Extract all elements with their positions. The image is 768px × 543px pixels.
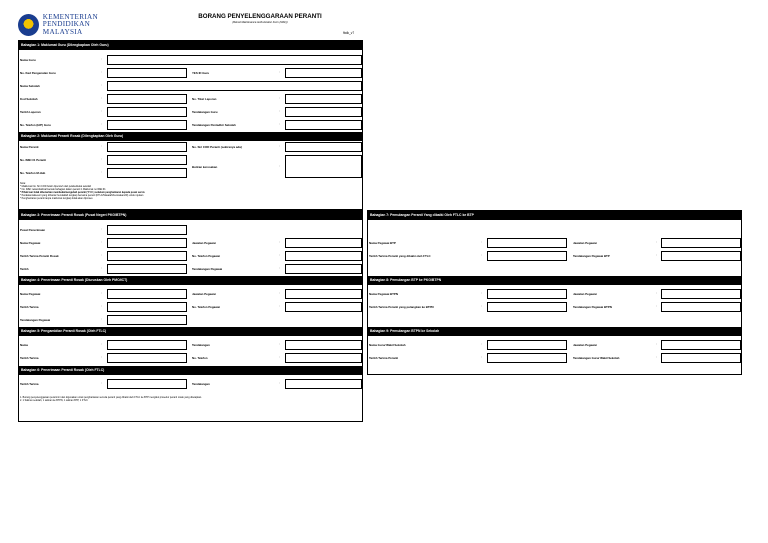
section-8-header: Bahagian 8: Pemulangan BTP ke PKG/BTPN	[368, 276, 742, 285]
tandatangan-field[interactable]	[285, 340, 362, 350]
section-5-header: Bahagian 5: Pengambilan Peranti Rosak (Oleh FTLC)	[19, 327, 363, 336]
label-nama-pegawai-btpn: Nama Pegawai BTPN	[369, 292, 398, 296]
label-tarikh-terima: Tarikh Terima	[20, 382, 39, 386]
label-tandatangan: Tandatangan	[192, 382, 210, 386]
kpm-logo	[18, 12, 98, 38]
jawatan-field[interactable]	[285, 289, 362, 299]
logo-line-3: MALAYSIA	[42, 27, 83, 36]
colon: :	[279, 342, 280, 346]
colon: :	[279, 304, 280, 308]
label-jawatan: Jawatan Pegawai	[573, 292, 597, 296]
nama-guru-field[interactable]	[487, 340, 567, 350]
no-kad-field[interactable]	[107, 68, 187, 78]
section-2-header: Bahagian 2: Maklumat Peranti Rosak (Dilengkapkan Oleh Guru)	[19, 132, 363, 141]
tandatangan-field[interactable]	[107, 315, 187, 325]
colon: :	[101, 96, 102, 100]
no-telefon-mhub-field[interactable]	[107, 168, 187, 178]
jawatan-field[interactable]	[661, 289, 741, 299]
label-tarikh-terima: Tarikh Terima	[20, 356, 39, 360]
nama-field[interactable]	[107, 340, 187, 350]
label-tandatangan: Tandatangan Guru/ Wakil Sekolah	[573, 356, 620, 360]
colon: :	[101, 317, 102, 321]
colon: :	[656, 342, 657, 346]
form-title: BORANG PENYELENGGARAAN PERANTI	[198, 13, 322, 20]
colon: :	[279, 70, 280, 74]
butiran-field[interactable]	[285, 155, 362, 178]
label-nama-guru: Nama Guru	[20, 58, 36, 62]
label-no-telefon-guru: No. Telefon (H/P) Guru	[20, 123, 51, 127]
colon: :	[481, 355, 482, 359]
colon: :	[101, 342, 102, 346]
tarikh-terima-field[interactable]	[107, 379, 187, 389]
colon: :	[481, 291, 482, 295]
note-line: Nota:	[20, 182, 26, 185]
label-tarikh-laporan: Tarikh Laporan	[20, 110, 41, 114]
nama-sekolah-field[interactable]	[107, 81, 362, 91]
footnote-line: 2. 1 Salinan sekolah, 1 salinan ke BTPN, 1 salinan BTP, 1 FTLC	[20, 398, 88, 402]
colon: :	[101, 291, 102, 295]
logo-text	[43, 14, 98, 36]
label-pusat: Pusat Penerimaan	[20, 228, 46, 232]
tarikh-terima-field[interactable]	[107, 302, 187, 312]
kod-sekolah-field[interactable]	[107, 94, 187, 104]
colon: :	[481, 342, 482, 346]
nama-guru-field[interactable]	[107, 55, 362, 65]
left-panel-top	[18, 40, 363, 210]
label-tandatangan: Tandatangan Pegawai BTP	[573, 254, 610, 258]
nama-peranti-field[interactable]	[107, 142, 187, 152]
label-nama-peranti: Nama Peranti	[20, 145, 39, 149]
label-no-kad: No. Kad Pengenalan Guru	[20, 71, 56, 75]
colon: :	[101, 227, 102, 231]
no-siri-field[interactable]	[285, 142, 362, 152]
colon: :	[656, 291, 657, 295]
section-9-header: Bahagian 9: Pemulangan BTPN ke Sekolah	[368, 327, 742, 336]
label-jawatan: Jawatan Pegawai	[573, 241, 597, 245]
crest-icon	[18, 14, 39, 36]
label-nama: Nama	[20, 343, 28, 347]
left-panel-bottom	[18, 210, 363, 422]
footnotes	[20, 397, 202, 403]
pusat-field[interactable]	[107, 225, 187, 235]
label-tarikh: Tarikh	[20, 267, 29, 271]
label-kod-sekolah: Kod Sekolah	[20, 97, 38, 101]
section-6-header: Bahagian 6: Penerimaan Peranti Rosak (Oleh FTLC)	[19, 366, 363, 375]
nama-pegawai-btpn-field[interactable]	[487, 289, 567, 299]
colon: :	[101, 70, 102, 74]
label-no-telefon-mhub: No. Telefon M-Hub	[20, 171, 46, 175]
label-tarikh-terima: Tarikh Terima Peranti yang pulangkan ke BTPN	[369, 305, 434, 309]
colon: :	[101, 355, 102, 359]
tarikh-field[interactable]	[107, 264, 187, 274]
label-jawatan: Jawatan Pegawai	[192, 292, 216, 296]
colon: :	[656, 304, 657, 308]
colon: :	[481, 253, 482, 257]
no-telefon-field[interactable]	[285, 251, 362, 261]
tarikh-terima-field[interactable]	[487, 251, 567, 261]
label-yes-id: YES ID Guru	[192, 71, 210, 75]
no-telefon-field[interactable]	[285, 302, 362, 312]
tandatangan-field[interactable]	[285, 264, 362, 274]
colon: :	[279, 144, 280, 148]
tandatangan-guru-field[interactable]	[285, 107, 362, 117]
colon: :	[101, 266, 102, 270]
section-3-header: Bahagian 3: Penerimaan Peranti Rosak (Pusat Negeri PKG/BTPN)	[19, 211, 363, 220]
label-no-telefon: No. Telefon	[192, 356, 208, 360]
label-nama-pegawai: Nama Pegawai	[20, 292, 41, 296]
colon: :	[481, 240, 482, 244]
no-telefon-field[interactable]	[285, 353, 362, 363]
label-nama-pegawai: Nama Pegawai	[20, 241, 41, 245]
label-jawatan: Jawatan Pegawai	[573, 343, 597, 347]
no-telefon-guru-field[interactable]	[107, 120, 187, 130]
label-tandatangan: Tandatangan Pegawai	[192, 267, 223, 271]
label-no-telefon: No. Telefon Pegawai	[192, 305, 220, 309]
label-tandatangan: Tandatangan	[192, 343, 210, 347]
colon: :	[101, 83, 102, 87]
colon: :	[101, 170, 102, 174]
colon: :	[279, 381, 280, 385]
tandatangan-pentadbir-field[interactable]	[285, 120, 362, 130]
yes-id-field[interactable]	[285, 68, 362, 78]
colon: :	[101, 240, 102, 244]
colon: :	[101, 381, 102, 385]
colon: :	[101, 157, 102, 161]
tarikh-terima-field[interactable]	[487, 353, 567, 363]
jawatan-field[interactable]	[661, 340, 741, 350]
tandatangan-field[interactable]	[285, 379, 362, 389]
colon: :	[656, 355, 657, 359]
right-panel	[367, 210, 742, 375]
logo-line-2: PENDIDIKAN	[42, 20, 91, 29]
note-line-bold: * Pihak luar tidak dibenarkan membuka/mengubah peranti (T.Y.C.) sebelum penghantaran kepada pusat servis	[20, 190, 145, 194]
note-line: * Penghantaran peranti tanpa maklumat lengkap tidak akan diproses	[20, 196, 93, 200]
label-no-imei: No. IMEI #1 Peranti	[20, 158, 47, 162]
doc-id: fbdk_v7	[343, 31, 355, 35]
note-line: * Peralatan/aksesori yang dihantar hendaklah lengkap bersama peranti (FTLC/Masalah/Kerosakan/ID) untuk rujukan	[20, 193, 144, 197]
colon: :	[656, 253, 657, 257]
colon: :	[279, 291, 280, 295]
colon: :	[279, 109, 280, 113]
colon: :	[101, 57, 102, 61]
tarikh-terima-field[interactable]	[107, 251, 187, 261]
note-line: * Maklumat No. Siri COD boleh diperoleh dari pelabel/lekat sekolah	[20, 184, 92, 188]
tandatangan-field[interactable]	[661, 302, 741, 312]
nama-pegawai-btp-field[interactable]	[487, 238, 567, 248]
no-tiket-field[interactable]	[285, 94, 362, 104]
colon: :	[101, 144, 102, 148]
colon: :	[481, 304, 482, 308]
tarikh-terima-field[interactable]	[107, 353, 187, 363]
colon: :	[101, 109, 102, 113]
label-tandatangan: Tandatangan Pegawai BTPN	[573, 305, 612, 309]
label-tarikh-terima: Tarikh Terima Peranti Rosak	[20, 254, 59, 258]
colon: :	[279, 122, 280, 126]
nama-pegawai-field[interactable]	[107, 238, 187, 248]
tandatangan-field[interactable]	[661, 251, 741, 261]
label-nama-sekolah: Nama Sekolah	[20, 84, 40, 88]
tarikh-terima-field[interactable]	[487, 302, 567, 312]
colon: :	[279, 266, 280, 270]
label-no-telefon: No. Telefon Pegawai	[192, 254, 220, 258]
label-tandatangan-guru: Tandatangan Guru	[192, 110, 218, 114]
note-line: * No. IMEI: tekan/dail/cari/semak bahagian dalam peranti 1 Maklumat no IMEI #1	[20, 187, 106, 191]
notes	[20, 183, 145, 200]
colon: :	[279, 253, 280, 257]
label-tarikh-terima: Tarikh Terima Peranti	[369, 356, 399, 360]
colon: :	[656, 240, 657, 244]
label-no-siri: No. Siri COD Peranti (sekiranya ada)	[192, 145, 242, 149]
jawatan-field[interactable]	[285, 238, 362, 248]
jawatan-field[interactable]	[661, 238, 741, 248]
colon: :	[101, 304, 102, 308]
section-4-header: Bahagian 4: Penerimaan Peranti Rosak (Diuruskan Oleh PMO/ICT)	[19, 276, 363, 285]
section-1-header: Bahagian 1: Maklumat Guru (Dilengkapkan Oleh Guru)	[19, 41, 363, 50]
footnote-line: 1. Borang penyelenggaraan peranti ini dan digunakan untuk penghantaran semula peranti yang dibaiki oleh FTLC ke BTP mengikut prosedur peranti rosak yang ditetapkan.	[20, 396, 202, 399]
colon: :	[279, 355, 280, 359]
tandatangan-field[interactable]	[661, 353, 741, 363]
label-tandatangan: Tandatangan Pegawai	[20, 318, 51, 322]
label-tarikh-terima: Tarikh Terima Peranti yang dibaiki oleh FTLC	[369, 254, 431, 258]
no-imei-field[interactable]	[107, 155, 187, 165]
label-jawatan: Jawatan Pegawai	[192, 241, 216, 245]
colon: :	[101, 253, 102, 257]
nama-pegawai-field[interactable]	[107, 289, 187, 299]
label-butiran: Butiran kerosakan	[192, 165, 218, 169]
colon: :	[279, 240, 280, 244]
colon: :	[279, 96, 280, 100]
label-nama-pegawai-btp: Nama Pegawai BTP	[369, 241, 396, 245]
label-no-tiket: No. Tiket Laporan	[192, 97, 217, 101]
label-tarikh-terima: Tarikh Terima	[20, 305, 39, 309]
form-subtitle: (Rekod Maintenance Authorization Form (MAF))	[232, 21, 288, 24]
colon: :	[279, 164, 280, 168]
section-7-header: Bahagian 7: Pemulangan Peranti Yang dibaiki Oleh FTLC ke BTP	[368, 211, 742, 220]
tarikh-laporan-field[interactable]	[107, 107, 187, 117]
label-tandatangan-pentadbir: Tandatangan Pentadbir Sekolah	[192, 123, 236, 127]
logo-line-1: KEMENTERIAN	[42, 12, 98, 21]
label-nama-guru: Nama Guru/ Wakil Sekolah	[369, 343, 406, 347]
colon: :	[101, 122, 102, 126]
